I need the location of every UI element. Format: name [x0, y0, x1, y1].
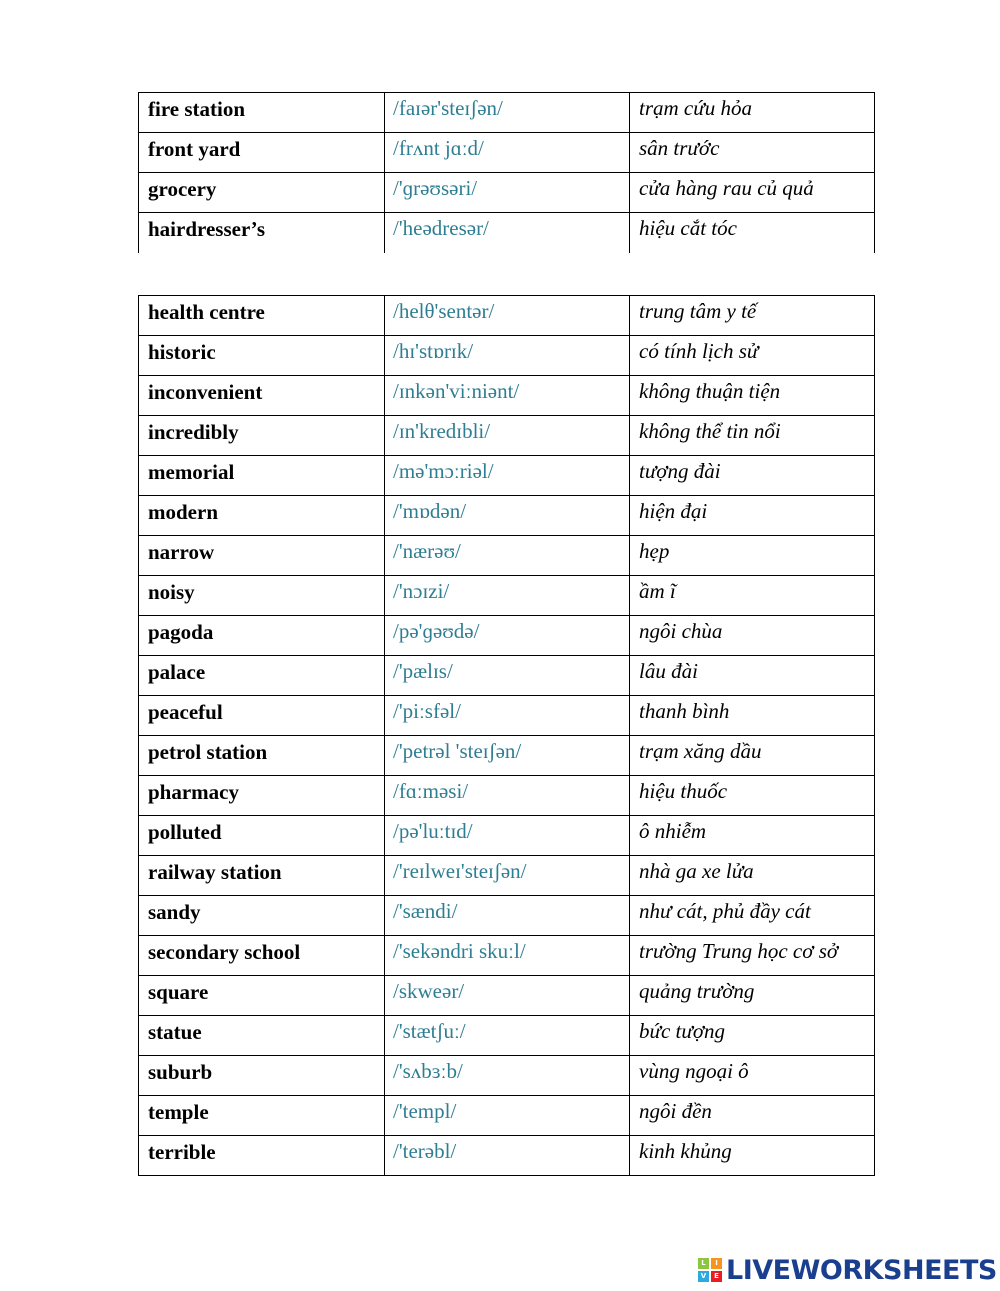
- meaning-cell: bức tượng: [630, 1016, 875, 1056]
- table-row: [139, 1136, 875, 1176]
- meaning-cell: tượng đài: [630, 456, 875, 496]
- vocabulary-table-2: [138, 295, 875, 1176]
- word-cell: fire station: [139, 93, 385, 133]
- word-cell: pagoda: [139, 616, 385, 656]
- meaning-cell: quảng trường: [630, 976, 875, 1016]
- pronunciation-cell: /'petrəl 'steɪʃən/: [385, 736, 630, 776]
- table-row: [139, 296, 875, 336]
- liveworksheets-logo: [698, 1254, 997, 1286]
- table-row: [139, 856, 875, 896]
- table-row: [139, 376, 875, 416]
- word-cell: statue: [139, 1016, 385, 1056]
- vocabulary-table-1: [138, 92, 875, 253]
- table-row: [139, 496, 875, 536]
- pronunciation-cell: /'mɒdən/: [385, 496, 630, 536]
- meaning-cell: lâu đài: [630, 656, 875, 696]
- table-row: [139, 536, 875, 576]
- meaning-cell: như cát, phủ đầy cát: [630, 896, 875, 936]
- meaning-cell: hẹp: [630, 536, 875, 576]
- word-cell: memorial: [139, 456, 385, 496]
- word-cell: palace: [139, 656, 385, 696]
- logo-text: LIVEWORKSHEETS: [726, 1254, 997, 1286]
- pronunciation-cell: /'stætʃuː/: [385, 1016, 630, 1056]
- table-row: [139, 936, 875, 976]
- pronunciation-cell: /skweər/: [385, 976, 630, 1016]
- meaning-cell: hiệu cắt tóc: [630, 213, 875, 253]
- logo-mark-tile: E: [711, 1271, 722, 1282]
- pronunciation-cell: /pə'ɡəʊdə/: [385, 616, 630, 656]
- table-row: [139, 736, 875, 776]
- pronunciation-cell: /'ɡrəʊsəri/: [385, 173, 630, 213]
- pronunciation-cell: /faɪər'steɪʃən/: [385, 93, 630, 133]
- pronunciation-cell: /'nærəʊ/: [385, 536, 630, 576]
- meaning-cell: không thể tin nổi: [630, 416, 875, 456]
- word-cell: temple: [139, 1096, 385, 1136]
- logo-mark-tile: L: [698, 1258, 709, 1269]
- word-cell: petrol station: [139, 736, 385, 776]
- table-row: [139, 816, 875, 856]
- word-cell: peaceful: [139, 696, 385, 736]
- word-cell: terrible: [139, 1136, 385, 1176]
- word-cell: modern: [139, 496, 385, 536]
- word-cell: incredibly: [139, 416, 385, 456]
- table-row: [139, 416, 875, 456]
- word-cell: health centre: [139, 296, 385, 336]
- table-row: [139, 133, 875, 173]
- pronunciation-cell: /ɪnkən'viːniənt/: [385, 376, 630, 416]
- meaning-cell: không thuận tiện: [630, 376, 875, 416]
- word-cell: pharmacy: [139, 776, 385, 816]
- pronunciation-cell: /'reɪlweɪ'steɪʃən/: [385, 856, 630, 896]
- meaning-cell: ngôi chùa: [630, 616, 875, 656]
- meaning-cell: thanh bình: [630, 696, 875, 736]
- pronunciation-cell: /mə'mɔːriəl/: [385, 456, 630, 496]
- word-cell: square: [139, 976, 385, 1016]
- table-row: [139, 1016, 875, 1056]
- pronunciation-cell: /ɪn'kredɪbli/: [385, 416, 630, 456]
- pronunciation-cell: /'pælɪs/: [385, 656, 630, 696]
- meaning-cell: sân trước: [630, 133, 875, 173]
- meaning-cell: có tính lịch sử: [630, 336, 875, 376]
- meaning-cell: trạm cứu hỏa: [630, 93, 875, 133]
- pronunciation-cell: /'templ/: [385, 1096, 630, 1136]
- table-row: [139, 213, 875, 253]
- word-cell: grocery: [139, 173, 385, 213]
- table-row: [139, 173, 875, 213]
- word-cell: inconvenient: [139, 376, 385, 416]
- pronunciation-cell: /frʌnt jɑːd/: [385, 133, 630, 173]
- table-row: [139, 336, 875, 376]
- logo-mark-icon: [698, 1258, 722, 1282]
- meaning-cell: kinh khủng: [630, 1136, 875, 1176]
- table-row: [139, 1096, 875, 1136]
- table-row: [139, 93, 875, 133]
- word-cell: narrow: [139, 536, 385, 576]
- word-cell: historic: [139, 336, 385, 376]
- word-cell: hairdresser’s: [139, 213, 385, 253]
- word-cell: front yard: [139, 133, 385, 173]
- table-row: [139, 776, 875, 816]
- meaning-cell: nhà ga xe lửa: [630, 856, 875, 896]
- table-row: [139, 896, 875, 936]
- pronunciation-cell: /hɪ'stɒrɪk/: [385, 336, 630, 376]
- pronunciation-cell: /'terəbl/: [385, 1136, 630, 1176]
- table-row: [139, 976, 875, 1016]
- table-row: [139, 616, 875, 656]
- pronunciation-cell: /helθ'sentər/: [385, 296, 630, 336]
- meaning-cell: trường Trung học cơ sở: [630, 936, 875, 976]
- pronunciation-cell: /fɑːməsi/: [385, 776, 630, 816]
- pronunciation-cell: /pə'luːtɪd/: [385, 816, 630, 856]
- pronunciation-cell: /'sʌbɜːb/: [385, 1056, 630, 1096]
- meaning-cell: hiệu thuốc: [630, 776, 875, 816]
- pronunciation-cell: /'nɔɪzi/: [385, 576, 630, 616]
- pronunciation-cell: /'sændi/: [385, 896, 630, 936]
- pronunciation-cell: /'piːsfəl/: [385, 696, 630, 736]
- logo-mark-tile: V: [698, 1271, 709, 1282]
- table-row: [139, 456, 875, 496]
- table-row: [139, 576, 875, 616]
- meaning-cell: ầm ĩ: [630, 576, 875, 616]
- meaning-cell: trung tâm y tế: [630, 296, 875, 336]
- table-row: [139, 656, 875, 696]
- word-cell: noisy: [139, 576, 385, 616]
- word-cell: secondary school: [139, 936, 385, 976]
- meaning-cell: cửa hàng rau củ quả: [630, 173, 875, 213]
- table-row: [139, 696, 875, 736]
- logo-mark-tile: I: [711, 1258, 722, 1269]
- word-cell: suburb: [139, 1056, 385, 1096]
- word-cell: polluted: [139, 816, 385, 856]
- meaning-cell: ngôi đền: [630, 1096, 875, 1136]
- word-cell: sandy: [139, 896, 385, 936]
- word-cell: railway station: [139, 856, 385, 896]
- meaning-cell: trạm xăng dầu: [630, 736, 875, 776]
- meaning-cell: vùng ngoại ô: [630, 1056, 875, 1096]
- meaning-cell: ô nhiễm: [630, 816, 875, 856]
- pronunciation-cell: /'heədresər/: [385, 213, 630, 253]
- pronunciation-cell: /'sekəndri skuːl/: [385, 936, 630, 976]
- table-row: [139, 1056, 875, 1096]
- meaning-cell: hiện đại: [630, 496, 875, 536]
